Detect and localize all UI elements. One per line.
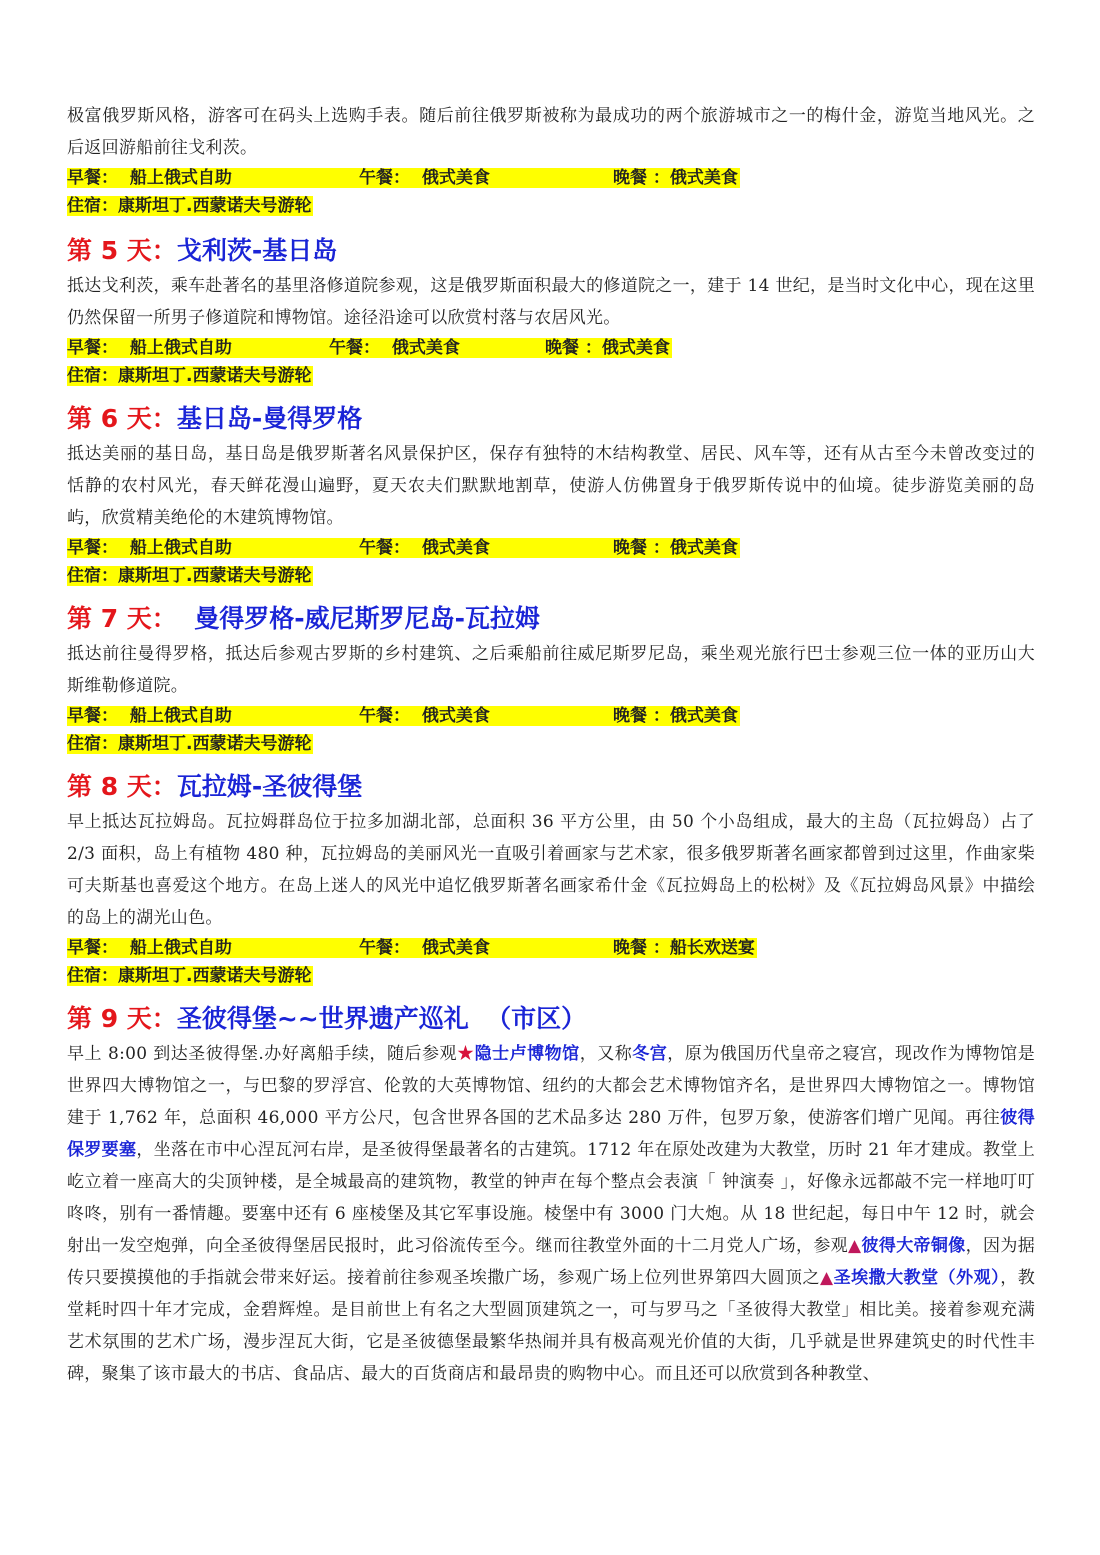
day-lodging: 住宿：康斯坦丁.西蒙诺夫号游轮: [67, 734, 312, 754]
highlight-isaac-cathedral: 圣埃撒大教堂（外观）: [833, 1268, 1001, 1288]
day-description: 抵达前往曼得罗格，抵达后参观古罗斯的乡村建筑、之后乘船前往威尼斯罗尼岛，乘坐观光旅行巴士参观三位一体的亚历山大斯维勒修道院。: [67, 644, 1035, 696]
day-meals: [67, 702, 1035, 730]
lunch-info: 午餐： 俄式美食: [359, 938, 490, 958]
day-title: 第 5 天：戈利茨-基日岛: [67, 236, 338, 265]
triangle-icon: ▲: [848, 1236, 862, 1256]
highlight-hermitage: 隐士卢博物馆: [474, 1044, 580, 1064]
intro-lodging: 住宿：康斯坦丁.西蒙诺夫号游轮: [67, 196, 312, 216]
day-lodging: 住宿：康斯坦丁.西蒙诺夫号游轮: [67, 366, 312, 386]
breakfast-info: 早餐： 船上俄式自助: [67, 168, 232, 188]
highlight-peter-statue: 彼得大帝铜像: [861, 1236, 966, 1256]
lunch-info: 午餐： 俄式美食: [359, 706, 490, 726]
day-description: 抵达戈利茨，乘车赴著名的基里洛修道院参观，这是俄罗斯面积最大的修道院之一，建于 14 世纪，是当时文化中心，现在这里仍然保留一所男子修道院和博物馆。途径沿途可以欣赏村落与农居风光。: [67, 276, 1035, 328]
day-title: 第 8 天：瓦拉姆-圣彼得堡: [67, 772, 363, 801]
day-meals: [67, 534, 1035, 562]
day-description: 抵达美丽的基日岛，基日岛是俄罗斯著名风景保护区，保存有独特的木结构教堂、居民、风车等，还有从古至今未曾改变过的恬静的农村风光，春天鲜花漫山遍野，夏天农夫们默默地割草，使游人仿佛置身于俄罗斯传说中的仙境。徒步游览美丽的岛屿，欣赏精美绝伦的木建筑博物馆。: [67, 444, 1035, 528]
itinerary-page: [67, 100, 1035, 1390]
highlight-fortress: 彼得保罗要塞: [67, 1108, 1035, 1160]
lunch-info: 午餐： 俄式美食: [359, 538, 490, 558]
day-lodging: 住宿：康斯坦丁.西蒙诺夫号游轮: [67, 566, 312, 586]
dinner-info: 晚餐 ：俄式美食: [545, 338, 670, 358]
dinner-info: 晚餐 ：船长欢送宴: [613, 938, 755, 958]
dinner-info: 晚餐 ：俄式美食: [613, 706, 738, 726]
day-meals: [67, 334, 1035, 362]
day-lodging: 住宿：康斯坦丁.西蒙诺夫号游轮: [67, 966, 312, 986]
lunch-info: 午餐： 俄式美食: [329, 338, 460, 358]
star-icon: ★: [457, 1044, 475, 1064]
day-title: 第 6 天：基日岛-曼得罗格: [67, 404, 363, 433]
day-meals: [67, 934, 1035, 962]
breakfast-info: 早餐： 船上俄式自助: [67, 338, 232, 358]
intro-meals: [67, 164, 1035, 192]
breakfast-info: 早餐： 船上俄式自助: [67, 538, 232, 558]
lunch-info: 午餐： 俄式美食: [359, 168, 490, 188]
triangle-icon: ▲: [819, 1268, 834, 1288]
intro-paragraph: 极富俄罗斯风格，游客可在码头上选购手表。随后前往俄罗斯被称为最成功的两个旅游城市之一的梅什金，游览当地风光。之后返回游船前往戈利茨。: [67, 106, 1035, 158]
breakfast-info: 早餐： 船上俄式自助: [67, 938, 232, 958]
breakfast-info: 早餐： 船上俄式自助: [67, 706, 232, 726]
day-description: 早上 8:00 到达圣彼得堡.办好离船手续，随后参观★隐士卢博物馆，又称冬宫，原为俄国历代皇帝之寝宫，现改作为博物馆是世界四大博物馆之一，与巴黎的罗浮宫、伦敦的大英博物馆、纽约的大都会艺术博物馆齐名，是世界四大博物馆之一。博物馆建于 1,762 年，总面积 46,000 平方公尺，包含世界各国的艺术品多达 280 万件，包罗万象，使游客们增广见闻。再往彼得保罗要塞，坐落在市中心涅瓦河右岸，是圣彼得堡最著名的古建筑。1712 年在原处改建为大教堂，历时 21 年才建成。教堂上屹立着一座高大的尖顶钟楼，是全城最高的建筑物，教堂的钟声在每个整点会表演「 钟演奏 」，好像永远都敲不完一样地叮叮咚咚，别有一番情趣。要塞中还有 6 座棱堡及其它军事设施。棱堡中有 3000 门大炮。从 18 世纪起，每日中午 12 时，就会射出一发空炮弹，向全圣彼得堡居民报时，此习俗流传至今。继而往教堂外面的十二月党人广场，参观▲彼得大帝铜像，因为据传只要摸摸他的手指就会带来好运。接着前往参观圣埃撒广场，参观广场上位列世界第四大圆顶之▲圣埃撒大教堂（外观），教堂耗时四十年才完成，金碧辉煌。是目前世上有名之大型圆顶建筑之一，可与罗马之「圣彼得大教堂」相比美。接着参观充满艺术氛围的艺术广场，漫步涅瓦大街，它是圣彼德堡最繁华热闹并具有极高观光价值的大街，几乎就是世界建筑史的时代性丰碑，聚集了该市最大的书店、食品店、最大的百货商店和最昂贵的购物中心。而且还可以欣赏到各种教堂、: [67, 1044, 1036, 1384]
dinner-info: 晚餐 ：俄式美食: [613, 168, 738, 188]
dinner-info: 晚餐 ：俄式美食: [613, 538, 738, 558]
highlight-winter-palace: 冬宫: [632, 1044, 668, 1064]
day-description: 早上抵达瓦拉姆岛。瓦拉姆群岛位于拉多加湖北部，总面积 36 平方公里，由 50 个小岛组成，最大的主岛（瓦拉姆岛）占了 2/3 面积，岛上有植物 480 种，瓦拉姆岛的美丽风光一直吸引着画家与艺术家，很多俄罗斯著名画家都曾到过这里，作曲家柴可夫斯基也喜爱这个地方。在岛上迷人的风光中追忆俄罗斯著名画家希什金《瓦拉姆岛上的松树》及《瓦拉姆岛风景》中描绘的岛上的湖光山色。: [67, 812, 1035, 928]
day-title: 第 9 天：圣彼得堡~~世界遗产巡礼 （市区）: [67, 1004, 587, 1033]
day-title: 第 7 天： 曼得罗格-威尼斯罗尼岛-瓦拉姆: [67, 604, 540, 633]
